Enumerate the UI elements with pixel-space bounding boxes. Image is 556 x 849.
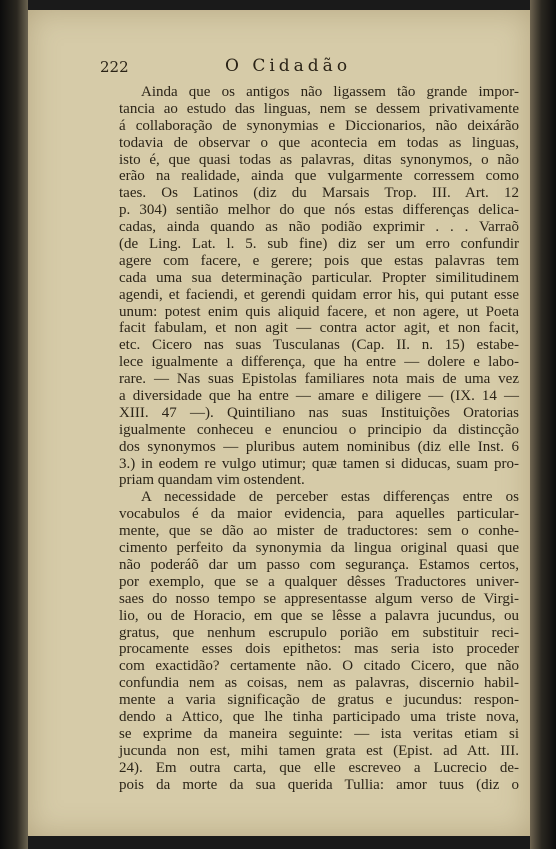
text-line: lio, ou de Horacio, em que se lêsse a palavra jucundus, ou [119,607,519,624]
text-line: Ainda que os antigos não ligassem tão grande impor- [141,84,519,100]
text-line: procamente esses dois epithetos: mas seria isto proceder [119,641,519,658]
text-line: (de Ling. Lat. l. 5. sub fine) diz ser um erro confundir [119,236,519,253]
text-line: dendo a Attico, que lhe tinha participado uma triste nova, [119,708,519,725]
paragraph [119,84,519,489]
text-line: igualmente conheceu e enunciou o principio da distincção [119,421,519,438]
text-line: A necessidade de perceber estas differenças entre os [141,489,519,506]
text-line: 24). Em outra carta, que elle escreveo a Lucrecio de- [119,759,519,776]
text-line: etc. Cicero nas suas Tusculanas (Cap. II. n. 15) estabe- [119,337,519,354]
text-line: tancia ao estudo das linguas, nem se dessem privativamente [119,100,519,117]
text-line: isto é, que quasi todas as palavras, ditas synonymos, o não [119,151,519,168]
page-number: 222 [100,58,129,76]
text-line: pois da morte da sua querida Tullia: amor tuus (diz o [119,776,519,793]
paragraph [119,489,519,793]
text-line: cimento perfeito da synonymia da lingua original quasi que [119,540,519,557]
text-line: dos synonymos — pluribus autem nominibus (diz elle Inst. 6 [119,438,519,455]
text-line: taes. Os Latinos (diz du Marsais Trop. III. Art. 12 [119,185,519,202]
text-line: priam quandam vim ostendent. [119,472,305,489]
text-line: mente a varia significação de gratus e jucundus: respon- [119,692,519,709]
text-line: confundia nem as coisas, nem as palavras, discernio habil- [119,675,519,692]
page-header [100,56,500,78]
text-line: erão na realidade, ainda que vulgarmente corressem como [119,168,519,185]
text-line: não poderáõ dar um passo com segurança. Estamos certos, [119,556,519,573]
text-line: p. 304) sentião melhor do que nós estas differenças delica- [119,202,519,219]
text-line: facit fabulam, et non agit — contra actor agit, et non facit, [119,320,519,337]
text-line: XIII. 47 —). Quintiliano nas suas Instituições Oratorias [119,404,519,421]
text-line: se exprime da maneira seguinte: — ista veritas etiam si [119,725,519,742]
body-text [119,84,519,793]
text-line: vocabulos é da maior evidencia, para aquelles particular- [119,506,519,523]
text-line: cada uma sua determinação particular. Propter similitudinem [119,269,519,286]
text-line: saes do nosso tempo se appresentasse algum verso de Virgi- [119,590,519,607]
running-title: O Cidadão [225,56,352,76]
text-line: agere com facere, e gerere; pois que estas palavras tem [119,252,519,269]
text-line: gratus, que nenhum escrupulo porião em substituir reci- [119,624,519,641]
text-line: agendi, et faciendi, et gerendi quidam error his, qui putant esse [119,286,519,303]
book-edge-right [530,0,556,849]
text-line: mente, que se dão ao mister de traductores: sem o conhe- [119,523,519,540]
text-line: a diversidade que ha entre — amare e diligere — (IX. 14 — [119,388,519,405]
text-line: rare. — Nas suas Epistolas familiares nota mais de uma vez [119,371,519,388]
text-line: todavia de observar o que acontecia em todas as linguas, [119,134,519,151]
text-line: com exactidão? certamente não. O citado Cicero, que não [119,658,519,675]
text-line: unum: potest enim quis aliquid facere, et non agere, ut Poeta [119,303,519,320]
text-line: lece igualmente a differença, que ha entre — dolere e labo- [119,354,519,371]
text-line: cadas, ainda quando as não podião exprimir . . . Varraõ [119,219,519,236]
book-gutter-left [0,0,28,849]
text-line: á collaboração de synonymias e Diccionarios, não deixárão [119,117,519,134]
text-line: 3.) in eodem re vulgo utimur; quæ tamen si diducas, suam pro- [119,455,519,472]
text-line: por exemplo, que se a qualquer dêsses Traductores univer- [119,573,519,590]
text-line: jucunda non est, mihi tamen grata est (Epist. ad Att. III. [119,742,519,759]
